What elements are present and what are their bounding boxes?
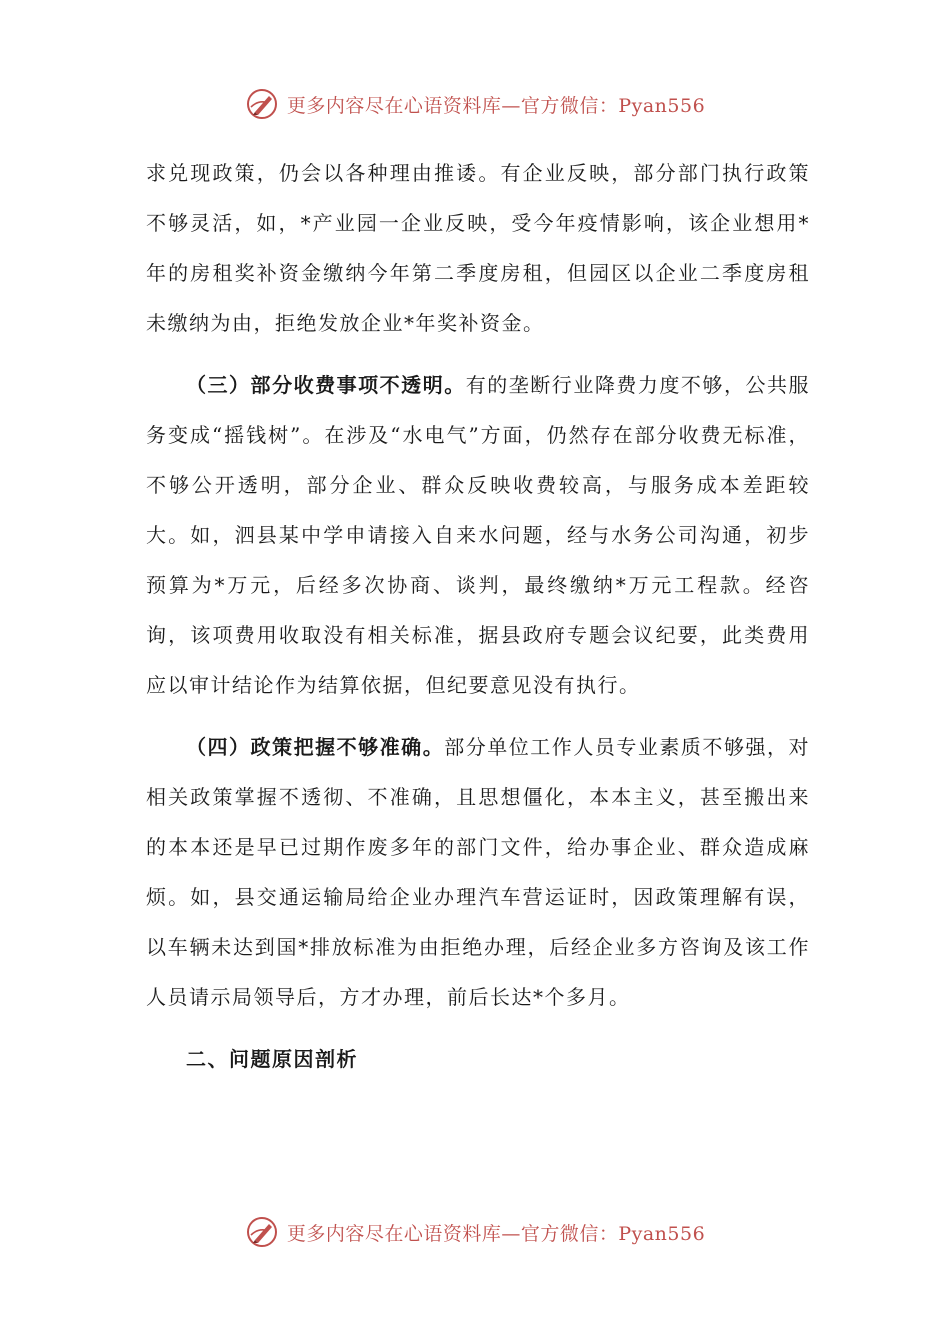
- paragraph-continuation: [146, 148, 810, 348]
- document-body: [146, 148, 810, 1084]
- paragraph-lead-heading: （三）部分收费事项不透明。: [186, 373, 466, 397]
- pen-logo-icon: [245, 87, 279, 121]
- section-heading: 二、问题原因剖析: [186, 1047, 358, 1071]
- paragraph-text: 求兑现政策，仍会以各种理由推诿。有企业反映，部分部门执行政策不够灵活，如，*产业园一企业反映，受今年疫情影响，该企业想用*年的房租奖补资金缴纳今年第二季度房租，但园区以企业二季度房租未缴纳为由，拒绝发放企业*年奖补资金。: [146, 161, 810, 335]
- watermark-text: 更多内容尽在心语资料库—官方微信：Pyan556: [286, 1222, 706, 1245]
- header-watermark: [0, 84, 950, 124]
- paragraph-text: 有的垄断行业降费力度不够，公共服务变成“摇钱树”。在涉及“水电气”方面，仍然存在部分收费无标准，不够公开透明，部分企业、群众反映收费较高，与服务成本差距较大。如，泗县某中学申请接入自来水问题，经与水务公司沟通，初步预算为*万元，后经多次协商、谈判，最终缴纳*万元工程款。经咨询，该项费用收取没有相关标准，据县政府专题会议纪要，此类费用应以审计结论作为结算依据，但纪要意见没有执行。: [146, 373, 811, 697]
- paragraph-section-4: [146, 722, 810, 1022]
- pen-logo-icon: [245, 1215, 279, 1249]
- paragraph-text: 部分单位工作人员专业素质不够强，对相关政策掌握不透彻、不准确，且思想僵化，本本主义，甚至搬出来的本本还是早已过期作废多年的部门文件，给办事企业、群众造成麻烦。如，县交通运输局给企业办理汽车营运证时，因政策理解有误，以车辆未达到国*排放标准为由拒绝办理，后经企业多方咨询及该工作人员请示局领导后，方才办理，前后长达*个多月。: [146, 735, 811, 1009]
- paragraph-section-3: [146, 360, 810, 710]
- footer-watermark: [0, 1212, 950, 1252]
- paragraph-lead-heading: （四）政策把握不够准确。: [186, 735, 445, 759]
- watermark-text: 更多内容尽在心语资料库—官方微信：Pyan556: [286, 94, 706, 117]
